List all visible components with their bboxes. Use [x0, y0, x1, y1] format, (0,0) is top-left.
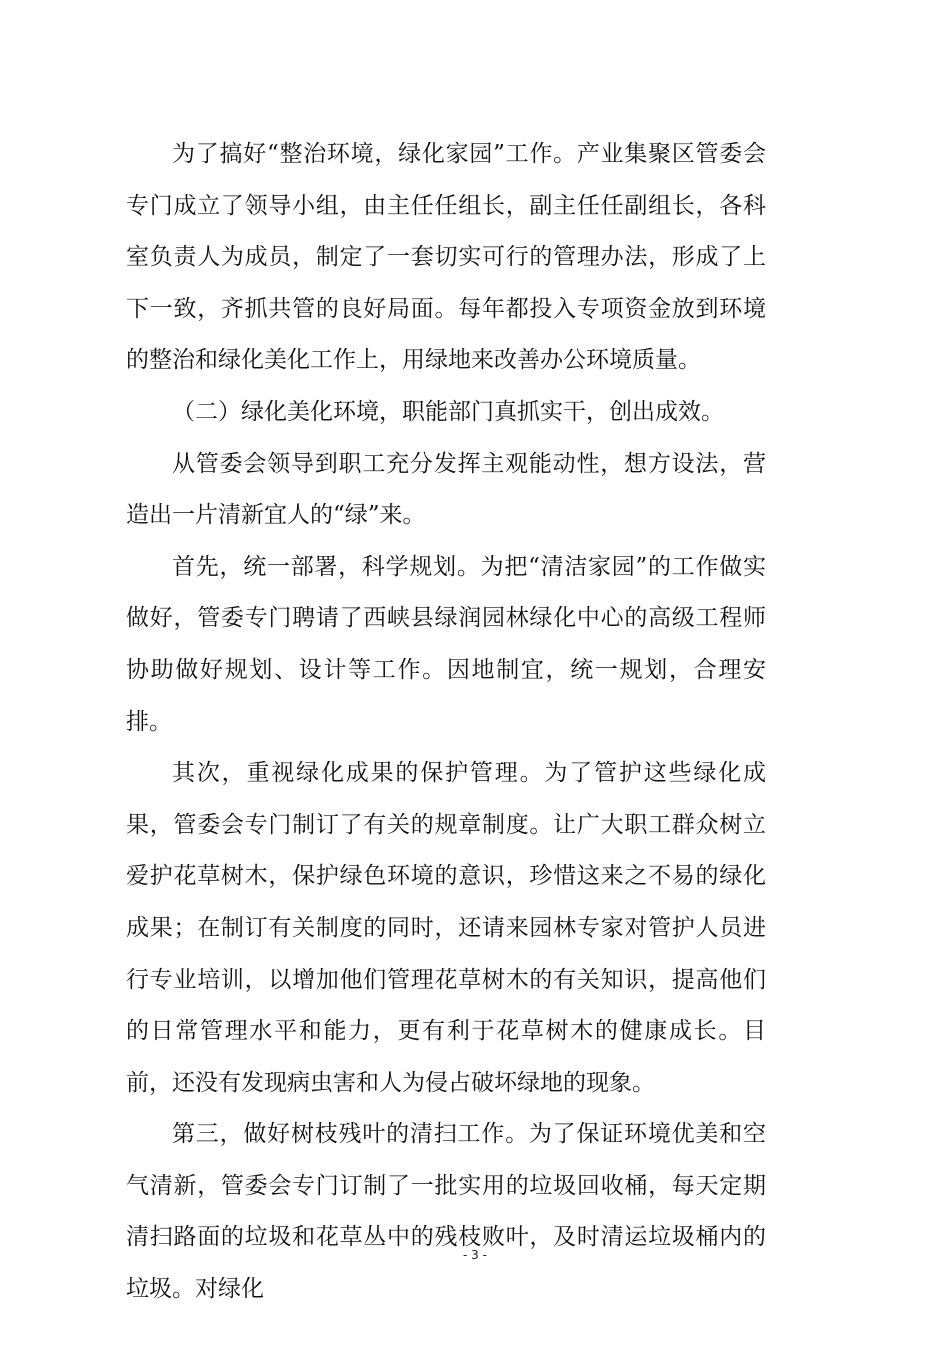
- paragraph-4: 首先，统一部署，科学规划。为把“清洁家园”的工作做实做好，管委专门聘请了西峡县绿润园林绿化中心的高级工程师协助做好规划、设计等工作。因地制宜，统一规划，合理安排。: [126, 553, 766, 735]
- paragraph-3: 从管委会领导到职工充分发挥主观能动性，想方设法，营造出一片清新宜人的“绿”来。: [126, 450, 766, 529]
- page-number: - 3 -: [463, 1248, 487, 1262]
- body-text: [126, 129, 766, 1316]
- paragraph-5: 其次，重视绿化成果的保护管理。为了管护这些绿化成果，管委会专门制订了有关的规章制度。让广大职工群众树立爱护花草树木，保护绿色环境的意识，珍惜这来之不易的绿化成果；在制订有关制度的同时，还请来园林专家对管护人员进行专业培训，以增加他们管理花草树木的有关知识，提高他们的日常管理水平和能力，更有利于花草树木的健康成长。目前，还没有发现病虫害和人为侵占破坏绿地的现象。: [126, 760, 766, 1096]
- paragraph-1: 为了搞好“整治环境，绿化家园”工作。产业集聚区管委会专门成立了领导小组，由主任任组长，副主任任副组长，各科室负责人为成员，制定了一套切实可行的管理办法，形成了上下一致，齐抓共管的良好局面。每年都投入专项资金放到环境的整治和绿化美化工作上，用绿地来改善办公环境质量。: [126, 141, 766, 374]
- paragraph-6: 第三，做好树枝残叶的清扫工作。为了保证环境优美和空气清新，管委会专门订制了一批实用的垃圾回收桶，每天定期清扫路面的垃圾和花草丛中的残枝败叶，及时清运垃圾桶内的垃圾。对绿化: [126, 1121, 766, 1303]
- paragraph-2-section-heading: （二）绿化美化环境，职能部门真抓实干，创出成效。: [172, 398, 724, 425]
